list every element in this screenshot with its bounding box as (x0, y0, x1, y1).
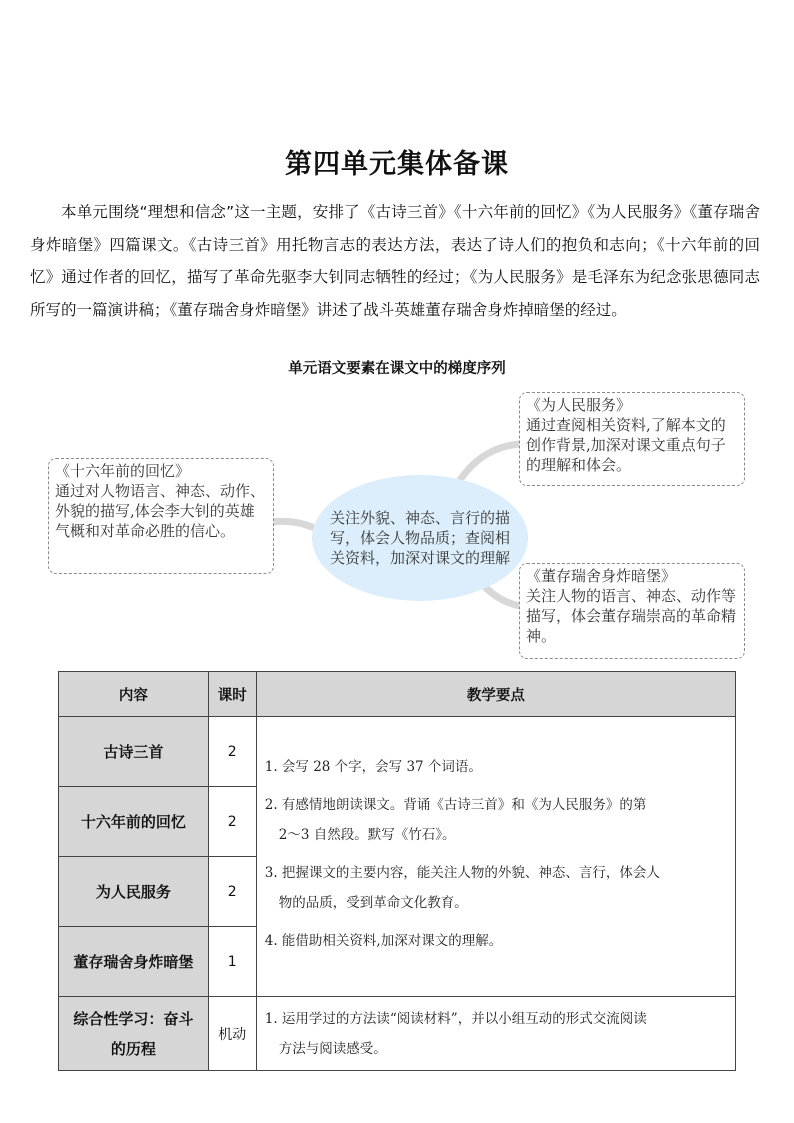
column-header-points: 教学要点 (256, 672, 735, 717)
point-item: 2. 有感情地朗读课文。背诵《古诗三首》和《为人民服务》的第 2～3 自然段。默写《竹石》。 (264, 796, 647, 843)
lesson-hours: 2 (208, 717, 256, 787)
lesson-name: 古诗三首 (59, 717, 209, 787)
mindmap-node-dong-cunrui (519, 563, 745, 659)
node-heading: 《董存瑞舍身炸暗堡》 (526, 567, 677, 585)
point-item: 4. 能借助相关资料,加深对课文的理解。 (264, 932, 503, 949)
node-text: 关注人物的语言、神态、动作等描写，体会董存瑞崇高的革命精神。 (526, 587, 737, 645)
point-item: 1. 会写 28 个字，会写 37 个词语。 (264, 758, 482, 775)
lesson-name: 综合性学习：奋斗的历程 (59, 997, 209, 1071)
column-header-content: 内容 (59, 672, 209, 717)
node-heading: 《为人民服务》 (526, 396, 632, 414)
table-row (59, 717, 736, 787)
mindmap-node-memory (48, 458, 274, 574)
table-header-row (59, 672, 736, 717)
point-item: 3. 把握课文的主要内容，能关注人物的外貌、神态、言行，体会人 物的品质，受到革命文化教育。 (264, 864, 660, 911)
intro-paragraph: 本单元围绕“理想和信念”这一主题，安排了《古诗三首》《十六年前的回忆》《为人民服务》《董存瑞舍身炸暗堡》四篇课文。《古诗三首》用托物言志的表达方法，表达了诗人们的抱负和志向；《十六年前的回忆》通过作者的回忆，描写了革命先驱李大钊同志牺牲的经过；《为人民服务》是毛泽东为纪念张思德同志所写的一篇演讲稿；《董存瑞舍身炸暗堡》讲述了战斗英雄董存瑞舍身炸掉暗堡的经过。 (30, 203, 760, 319)
connector-top-right (460, 444, 520, 480)
teaching-points (256, 997, 735, 1071)
point-item: 1. 运用学过的方法读“阅读材料”，并以小组互动的形式交流阅读 方法与阅读感受。 (264, 1010, 647, 1057)
lesson-hours: 1 (208, 927, 256, 997)
node-heading: 《十六年前的回忆》 (55, 462, 191, 480)
teaching-plan-table (58, 671, 736, 1071)
table-row (59, 997, 736, 1071)
lesson-hours: 2 (208, 787, 256, 857)
mindmap-title: 单元语文要素在课文中的梯度序列 (288, 361, 506, 377)
node-text: 通过查阅相关资料,了解本文的创作背景,加深对课文重点句子的理解和体会。 (526, 416, 726, 474)
page-title: 第四单元集体备课 (285, 149, 509, 180)
lesson-name: 十六年前的回忆 (59, 787, 209, 857)
lesson-name: 为人民服务 (59, 857, 209, 927)
lesson-hours: 机动 (208, 997, 256, 1071)
lesson-name: 董存瑞舍身炸暗堡 (59, 927, 209, 997)
column-header-hours: 课时 (208, 672, 256, 717)
node-text: 通过对人物语言、神态、动作、外貌的描写,体会李大钊的英雄气概和对革命必胜的信心。 (55, 482, 266, 540)
teaching-points (256, 717, 735, 997)
mindmap-node-serve-people (519, 392, 745, 486)
mindmap-center: 关注外貌、神态、言行的描写，体会人物品质；查阅相关资料，加深对课文的理解 (312, 475, 528, 601)
lesson-hours: 2 (208, 857, 256, 927)
